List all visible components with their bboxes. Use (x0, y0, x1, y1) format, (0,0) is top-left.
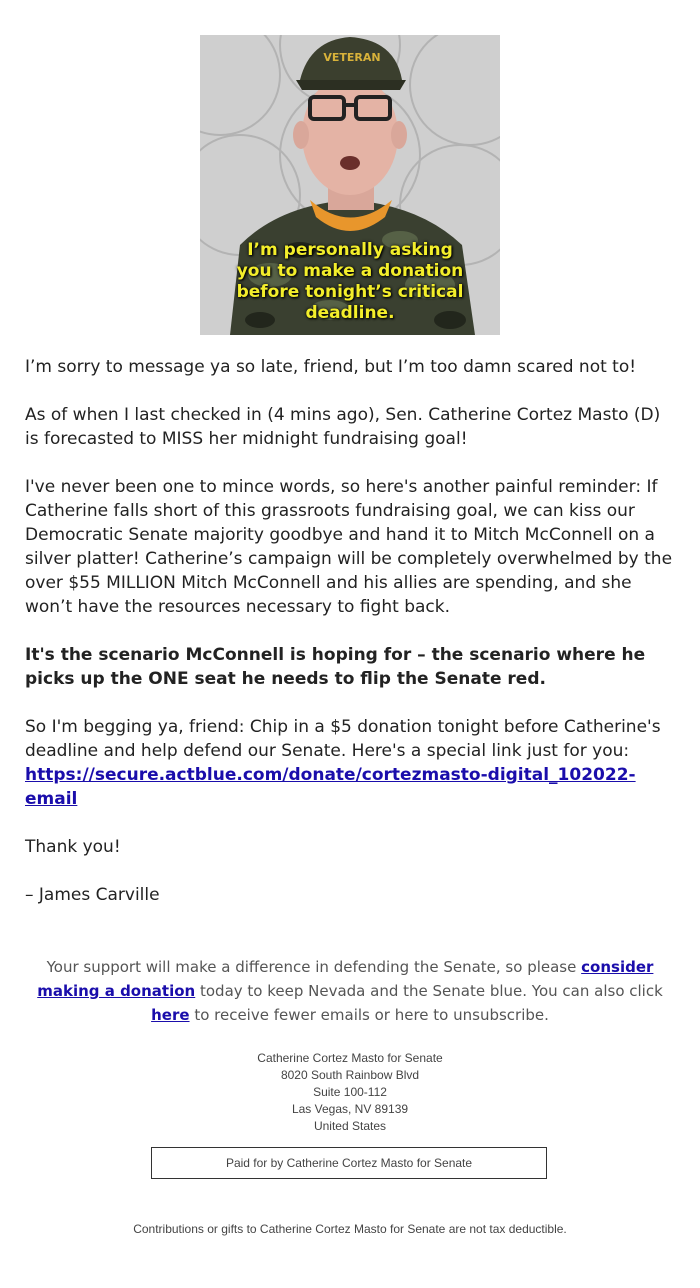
consider-donation-link[interactable]: consider making a donation (37, 958, 654, 1000)
footer-note (25, 955, 675, 1027)
paragraph-thanks: Thank you! (25, 837, 121, 857)
tax-disclaimer: Contributions or gifts to Catherine Cortez Masto for Senate are not tax deductible. (133, 1222, 567, 1236)
paid-for-box: Paid for by Catherine Cortez Masto for Senate (151, 1147, 547, 1179)
donate-link[interactable]: https://secure.actblue.com/donate/cortezmasto-digital_102022-email (25, 765, 636, 809)
hero-image (200, 35, 500, 335)
caption-line: you to make a donation (236, 261, 464, 281)
address-line: 8020 South Rainbow Blvd (280, 1068, 420, 1082)
address-line: Suite 100-112 (313, 1085, 387, 1099)
caption-line: I’m personally asking (247, 240, 453, 260)
hero-caption (200, 240, 500, 324)
ask-text: So I'm begging ya, friend: Chip in a $5 donation tonight before Catherine's deadline and help defend our Senate. Here's a special link just for you: (25, 717, 661, 761)
address-line: Las Vegas, NV 89139 (291, 1102, 409, 1116)
fewer-emails-link[interactable]: here (151, 1006, 190, 1024)
caption-line: before tonight’s critical (236, 282, 464, 302)
address-line: United States (313, 1119, 387, 1133)
paragraph-forecast: As of when I last checked in (4 mins ago), Sen. Catherine Cortez Masto (D) is forecasted to MISS her midnight fundraising goal! (25, 405, 661, 449)
paragraph-bold-warning: It's the scenario McConnell is hoping for – the scenario where he picks up the ONE seat he needs to flip the Senate red. (25, 645, 646, 689)
address-line: Catherine Cortez Masto for Senate (257, 1051, 443, 1065)
footer-note-text: to receive fewer emails or here to unsubscribe. (194, 1006, 549, 1024)
paragraph-intro: I’m sorry to message ya so late, friend, but I’m too damn scared not to! (25, 357, 637, 377)
mailing-address (0, 1050, 700, 1135)
signature: – James Carville (25, 885, 160, 905)
hat-text: VETERAN (323, 51, 381, 64)
paragraph-reminder: I've never been one to mince words, so here's another painful reminder: If Catherine falls short of this grassroots fundraising goal, we can kiss our Democratic Senate majority goodbye and hand it to Mitch McConnell on a silver platter! Catherine’s campaign will be completely overwhelmed by the over $55 MILLION Mitch McConnell and his allies are spending, and she won’t have the resources necessary to fight back. (25, 477, 673, 617)
paragraph-ask (25, 715, 675, 811)
footer-note-text: Your support will make a difference in defending the Senate, so please (46, 958, 577, 976)
footer-note-text: today to keep Nevada and the Senate blue. You can also click (200, 982, 663, 1000)
caption-line: deadline. (305, 303, 395, 323)
